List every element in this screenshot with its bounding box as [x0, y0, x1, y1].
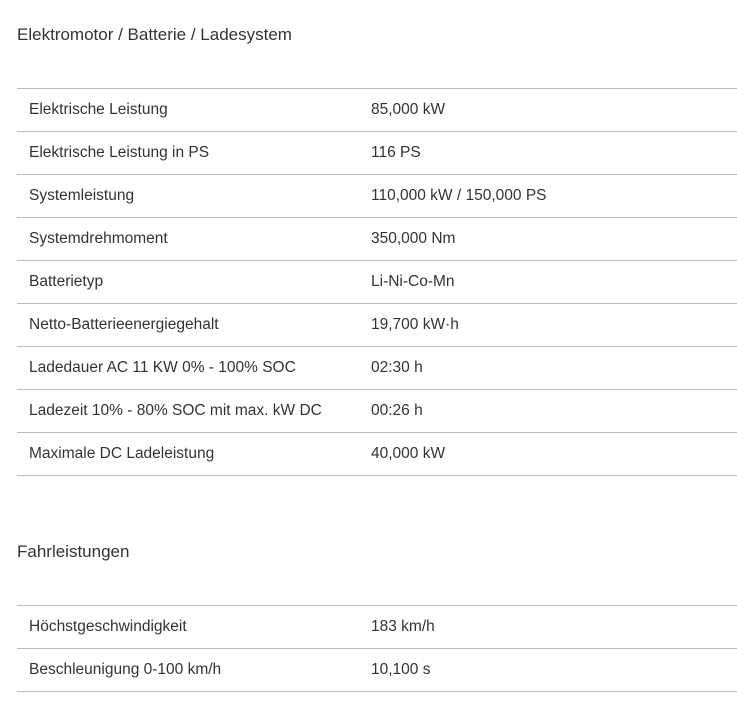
spec-label: Elektrische Leistung	[29, 101, 168, 118]
spec-label: Ladedauer AC 11 KW 0% - 100% SOC	[29, 359, 296, 376]
section-title: Elektromotor / Batterie / Ladesystem	[17, 25, 292, 44]
table-row	[17, 89, 737, 132]
spec-label: Systemleistung	[29, 187, 135, 204]
spec-value: 10,100 s	[371, 661, 431, 678]
spec-value: 00:26 h	[371, 402, 423, 419]
spec-value: 110,000 kW / 150,000 PS	[371, 187, 547, 204]
section-electric-motor-battery	[17, 25, 737, 462]
spec-value: 116 PS	[371, 144, 421, 161]
spec-value: 40,000 kW	[371, 445, 446, 462]
section-title: Fahrleistungen	[17, 542, 130, 561]
spec-label: Batterietyp	[29, 273, 104, 290]
spec-label: Beschleunigung 0-100 km/h	[29, 661, 222, 678]
spec-value: 02:30 h	[371, 359, 423, 376]
spec-value: 19,700 kW·h	[371, 316, 459, 333]
spec-label: Netto-Batterieenergiegehalt	[29, 316, 219, 333]
table-row	[17, 347, 737, 390]
table-row	[17, 304, 737, 347]
table-row	[17, 649, 737, 692]
spec-label: Elektrische Leistung in PS	[29, 144, 210, 161]
table-row	[17, 433, 737, 476]
table-row	[17, 132, 737, 175]
spec-label: Systemdrehmoment	[29, 230, 168, 247]
spec-label: Höchstgeschwindigkeit	[29, 618, 187, 635]
spec-table-electric	[17, 88, 737, 476]
table-row	[17, 218, 737, 261]
spec-label: Maximale DC Ladeleistung	[29, 445, 215, 462]
table-row	[17, 175, 737, 218]
spec-label: Ladezeit 10% - 80% SOC mit max. kW DC	[29, 402, 322, 419]
table-row	[17, 390, 737, 433]
section-driving-performance	[17, 542, 737, 678]
spec-value: Li-Ni-Co-Mn	[371, 273, 455, 290]
spec-table-performance	[17, 605, 737, 692]
spec-value: 350,000 Nm	[371, 230, 456, 247]
spec-value: 183 km/h	[371, 618, 435, 635]
spec-value: 85,000 kW	[371, 101, 446, 118]
table-row	[17, 606, 737, 649]
table-row	[17, 261, 737, 304]
